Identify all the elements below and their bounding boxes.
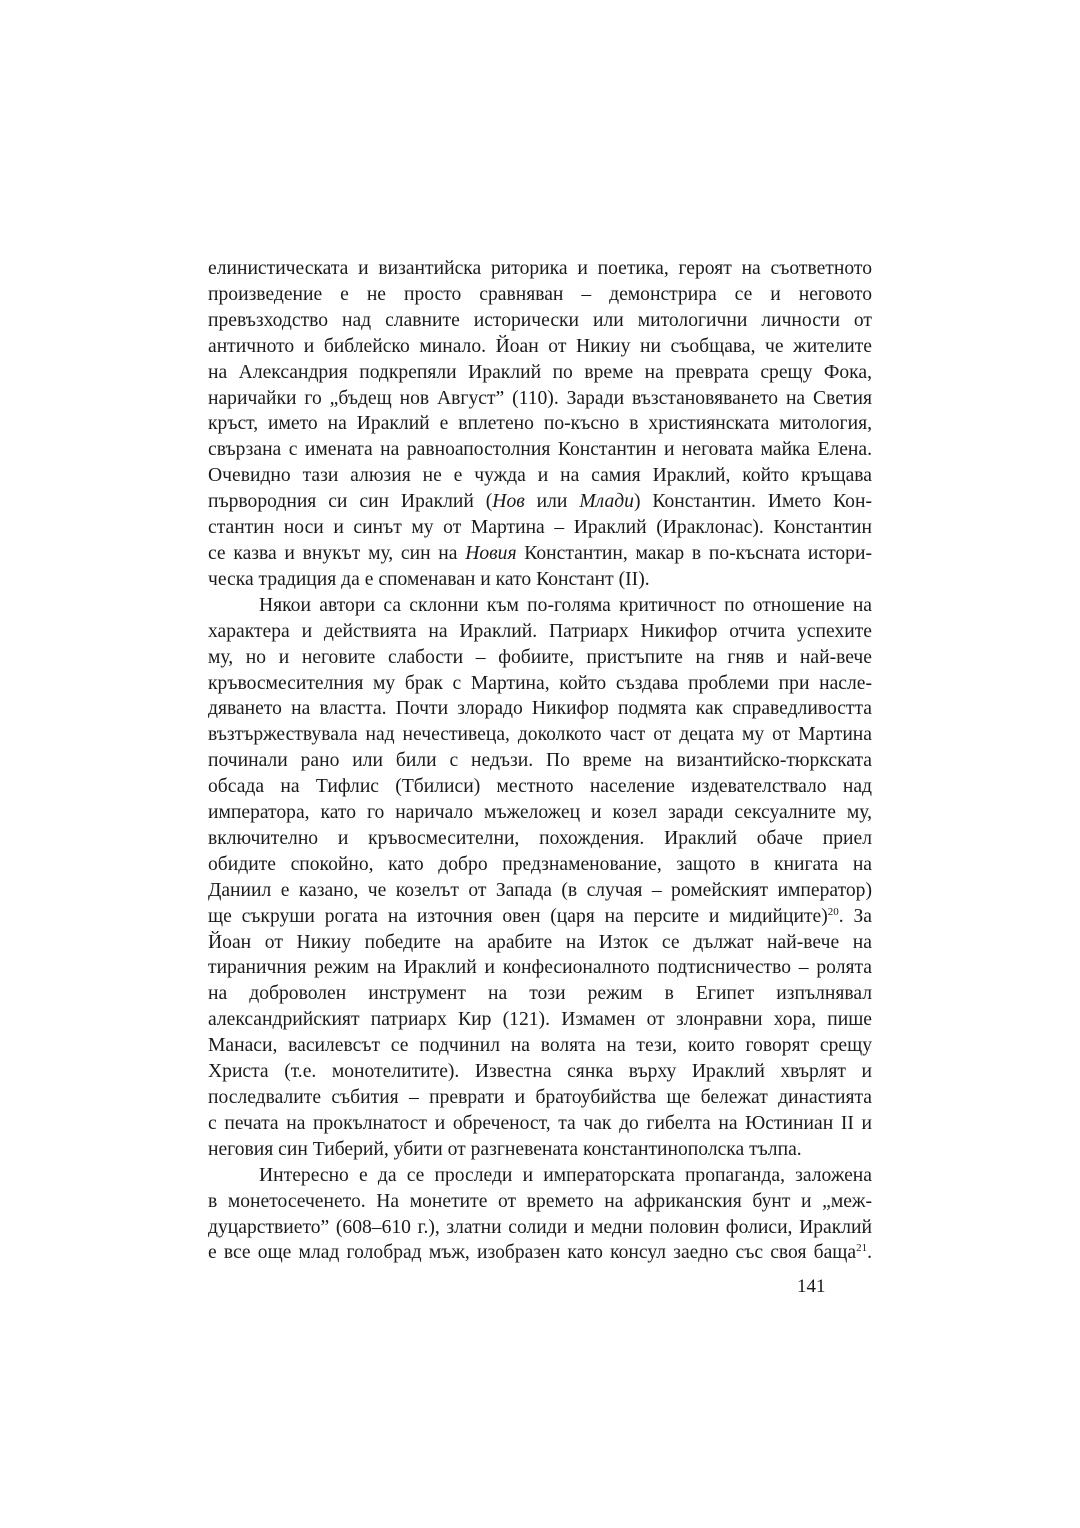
text-line: дуцарствието” (608–610 г.), златни солиди и медни половин фолиси, Ираклий [208, 1216, 872, 1238]
text-line: ческа традиция да е споменаван и като Констант (II). [208, 568, 650, 590]
text-line: възтържествувала над нечестивеца, доколкото част от децата му от Мартина [208, 724, 872, 746]
text-line: наричайки го „бъдещ нов Август” (110). Заради възстановяването на Светия [208, 387, 872, 409]
text-run: се казва и внукът му, син на [208, 542, 466, 564]
text-run: е все още млад голобрад мъж, изобразен като консул заедно със своя баща [208, 1242, 857, 1264]
text-line: му, но и неговите слабости – фобиите, пристъпите на гняв и най-вече [208, 646, 872, 668]
footnote-ref-20[interactable]: 20 [827, 905, 839, 918]
text-run: . [867, 1242, 872, 1264]
body-text [208, 256, 872, 1266]
paragraph-2 [208, 593, 872, 1163]
text-line: александрийският патриарх Кир (121). Измамен от злонравни хора, пише [208, 1009, 872, 1031]
text-run: ще съкруши рогата на източния овен (царя на персите и мидийците) [208, 905, 828, 927]
text-line: починали рано или били с недъзи. По време на византийско-тюркската [208, 750, 872, 772]
text-line: Интересно е да се проследи и императорската пропаганда, заложена [259, 1164, 872, 1186]
text-line: Манаси, василевсът се подчинил на волята на тези, които говорят срещу [208, 1035, 872, 1057]
text-line: Очевидно тази алюзия не е чужда и на самия Ираклий, който кръщава [208, 465, 872, 487]
italic-run: Млади [579, 491, 634, 513]
text-line: кръвосмесителния му брак с Мартина, който създава проблеми при насле- [208, 672, 872, 694]
text-line [208, 489, 872, 515]
text-line: Йоан от Никиу победите на арабите на Изток се дължат най-вече на [208, 931, 872, 953]
text-line [208, 904, 872, 930]
text-line: на Александрия подкрепяли Ираклий по време на превратa срещу Фока, [208, 361, 872, 383]
text-line: дяването на властта. Почти злорадо Никифор подмята как справедливостта [208, 698, 872, 720]
text-line: на доброволен инструмент на този режим в Египет изпълнявал [208, 983, 872, 1005]
text-line: в монетосеченето. На монетите от времето на африканския бунт и „меж- [208, 1190, 872, 1212]
text-line: Даниил е казано, че козелът от Запада (в случая – ромейският император) [208, 879, 872, 901]
text-line: неговия син Тиберий, убити от разгневената константинополска тълпа. [208, 1138, 802, 1160]
text-line: превъзходство над славните исторически или митологични личности от [208, 309, 872, 331]
text-line: стантин носи и синът му от Мартина – Ираклий (Ираклонас). Константин [208, 517, 872, 539]
text-run: Константин, макар в по-късната истори- [516, 542, 872, 564]
italic-run: Новия [465, 542, 517, 564]
text-line: обсада на Тифлис (Тбилиси) местното население издевателствало над [208, 776, 872, 798]
text-line: Христа (т.е. монотелитите). Известна сянка върху Ираклий хвърлят и [208, 1061, 872, 1083]
text-run: или [524, 491, 580, 513]
text-run: първородния си син Ираклий ( [208, 491, 493, 513]
text-line [208, 1240, 872, 1266]
text-line [208, 541, 872, 567]
text-line: обидите спокойно, като добро предзнаменование, защото в книгата на [208, 853, 872, 875]
text-line: Някои автори са склонни към по-голяма критичност по отношение на [259, 594, 872, 616]
text-line: елинистическата и византийска риторика и поетика, героят на съответното [208, 258, 872, 279]
page-number: 141 [797, 1276, 826, 1297]
text-line: характера и действията на Ираклий. Патриарх Никифор отчита успехите [208, 620, 872, 642]
text-line: произведение е не просто сравняван – демонстрира се и неговото [208, 283, 872, 305]
text-line: императора, като го наричало мъжеложец и козел заради сексуалните му, [208, 802, 872, 824]
paragraph-3 [208, 1163, 872, 1267]
text-line: с печата на прокълнатост и обреченост, та чак до гибелта на Юстиниан II и [208, 1112, 872, 1134]
text-line: включително и кръвосмесителни, похождения. Ираклий обаче приел [208, 827, 872, 849]
text-run: ) Константин. Името Кон- [633, 491, 872, 513]
paragraph-1 [208, 256, 872, 593]
text-line: тираничния режим на Ираклий и конфесионалното подтисничество – ролята [208, 957, 872, 979]
footnote-ref-21[interactable]: 21 [856, 1242, 868, 1255]
text-run: . За [838, 905, 872, 927]
text-line: свързана с имената на равноапостолния Константин и неговата майка Елена. [208, 439, 872, 461]
italic-run: Нов [492, 491, 525, 513]
text-line: последвалите събития – преврати и братоубийства ще бележат династията [208, 1087, 872, 1108]
text-line: кръст, името на Ираклий е вплетено по-късно в християнската митология, [208, 413, 872, 435]
text-line: античното и библейско минало. Йоан от Никиу ни съобщава, че жителите [208, 335, 872, 357]
